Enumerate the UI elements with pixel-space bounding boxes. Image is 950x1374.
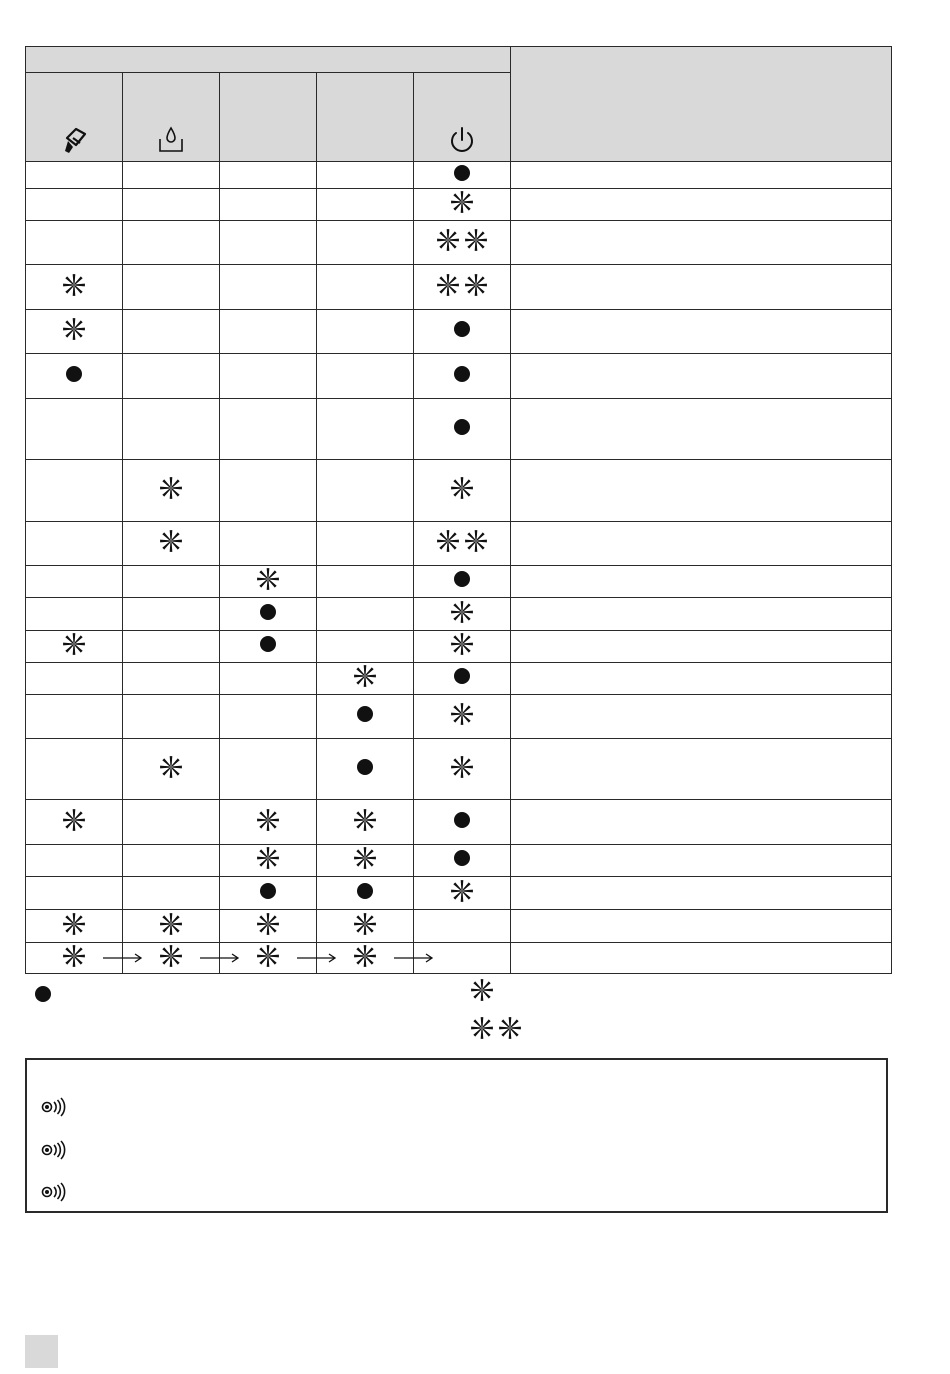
solid-dot-icon	[259, 635, 277, 653]
indicator-cell	[317, 399, 414, 460]
indicator-cell	[26, 877, 123, 910]
indicator-cell	[26, 631, 123, 663]
blink-asterisk-icon	[450, 476, 474, 500]
blink-asterisk-icon	[436, 273, 460, 297]
indicator-cell	[220, 631, 317, 663]
description-cell	[511, 739, 892, 800]
indicator-cell	[26, 354, 123, 399]
indicator-cell	[317, 631, 414, 663]
power-icon	[447, 125, 477, 155]
indicator-blink	[159, 755, 183, 779]
indicator-cell	[414, 877, 511, 910]
table-row	[26, 399, 892, 460]
indicator-fast-blink	[436, 529, 488, 553]
indicator-cell	[123, 399, 220, 460]
indicator-cell	[26, 845, 123, 877]
table-row	[26, 663, 892, 695]
indicator-blink	[159, 529, 183, 553]
table-row	[26, 221, 892, 265]
blink-asterisk-icon	[159, 755, 183, 779]
indicator-cell	[317, 522, 414, 566]
indicator-cell	[414, 354, 511, 399]
indicator-cell	[220, 695, 317, 739]
indicator-cell	[123, 265, 220, 310]
indicator-blink	[256, 808, 280, 832]
table-row	[26, 460, 892, 522]
description-header	[511, 47, 892, 162]
indicator-cell	[414, 162, 511, 189]
indicator-cell	[220, 162, 317, 189]
header-col-3	[220, 73, 317, 162]
indicator-cell	[26, 265, 123, 310]
blink-asterisk-icon	[464, 273, 488, 297]
notice-box	[25, 1058, 888, 1213]
blink-asterisk-icon	[256, 944, 280, 968]
indicator-cell	[123, 522, 220, 566]
header-col-5	[414, 73, 511, 162]
solid-dot-icon	[259, 882, 277, 900]
header-col-2	[123, 73, 220, 162]
blink-asterisk-icon	[450, 755, 474, 779]
indicator-blink	[159, 944, 183, 968]
blink-asterisk-icon	[256, 846, 280, 870]
indicator-cell	[317, 845, 414, 877]
indicator-cell	[414, 265, 511, 310]
table-row	[26, 310, 892, 354]
indicator-fast-blink	[436, 273, 488, 297]
blink-asterisk-icon	[498, 1016, 522, 1040]
blink-asterisk-icon	[353, 808, 377, 832]
notice-row-1	[41, 1096, 67, 1118]
description-cell	[511, 800, 892, 845]
description-cell	[511, 522, 892, 566]
indicator-solid	[453, 320, 471, 338]
description-cell	[511, 162, 892, 189]
header-col-4	[317, 73, 414, 162]
blink-asterisk-icon	[62, 912, 86, 936]
table-row	[26, 631, 892, 663]
indicator-cell	[317, 739, 414, 800]
indicator-cell	[26, 695, 123, 739]
description-cell	[511, 598, 892, 631]
indicator-cell	[26, 663, 123, 695]
indicator-cell	[414, 910, 511, 943]
sequence-arrow-icon	[103, 953, 143, 963]
indicator-solid	[356, 705, 374, 723]
indicator-cell	[123, 221, 220, 265]
indicator-solid	[356, 882, 374, 900]
indicator-cell	[220, 877, 317, 910]
indicator-blink	[256, 846, 280, 870]
indicator-cell	[220, 265, 317, 310]
blink-asterisk-icon	[450, 879, 474, 903]
table-row	[26, 877, 892, 910]
table-row	[26, 566, 892, 598]
blink-asterisk-icon	[450, 632, 474, 656]
blink-asterisk-icon	[256, 567, 280, 591]
indicator-cell	[414, 310, 511, 354]
indicator-cell	[220, 845, 317, 877]
indicator-blink	[450, 190, 474, 214]
indicator-solid	[65, 365, 83, 383]
indicator-cell	[123, 162, 220, 189]
notice-row-2	[41, 1139, 67, 1161]
legend-solid	[34, 985, 52, 1003]
indicator-cell	[26, 566, 123, 598]
blink-asterisk-icon	[450, 600, 474, 624]
header-col-1	[26, 73, 123, 162]
blink-asterisk-icon	[464, 529, 488, 553]
indicator-cell	[414, 399, 511, 460]
indicator-cell	[123, 460, 220, 522]
indicator-cell	[414, 598, 511, 631]
indicator-group-header	[26, 47, 511, 73]
indicator-cell	[220, 663, 317, 695]
indicator-cell	[220, 310, 317, 354]
description-cell	[511, 845, 892, 877]
indicator-cell	[26, 221, 123, 265]
indicator-solid	[453, 365, 471, 383]
indicator-cell	[317, 695, 414, 739]
solid-dot-icon	[34, 985, 52, 1003]
indicator-cell	[317, 598, 414, 631]
indicator-cell	[317, 265, 414, 310]
indicator-cell	[414, 739, 511, 800]
indicator-blink	[62, 944, 86, 968]
blink-asterisk-icon	[62, 317, 86, 341]
indicator-cell	[123, 631, 220, 663]
description-cell	[511, 663, 892, 695]
table-row	[26, 265, 892, 310]
indicator-cell	[123, 739, 220, 800]
indicator-cell	[123, 354, 220, 399]
indicator-cell	[123, 598, 220, 631]
indicator-cell	[414, 695, 511, 739]
sequence-arrow-icon	[200, 953, 240, 963]
solid-dot-icon	[356, 882, 374, 900]
indicator-cell	[123, 845, 220, 877]
indicator-blink	[353, 944, 377, 968]
indicator-cell	[123, 189, 220, 221]
table-row	[26, 910, 892, 943]
indicator-cell	[26, 522, 123, 566]
indicator-fast-blink	[470, 1016, 522, 1040]
indicator-solid	[453, 849, 471, 867]
indicator-cell	[317, 910, 414, 943]
indicator-cell	[317, 221, 414, 265]
indicator-blink	[450, 879, 474, 903]
pen-brush-icon	[59, 125, 89, 155]
speaker-icon	[41, 1140, 67, 1160]
indicator-blink	[62, 912, 86, 936]
indicator-solid	[259, 882, 277, 900]
description-cell	[511, 310, 892, 354]
indicator-cell	[414, 566, 511, 598]
indicator-solid	[259, 603, 277, 621]
blink-asterisk-icon	[450, 702, 474, 726]
indicator-cell	[317, 354, 414, 399]
indicator-cell	[123, 695, 220, 739]
indicator-cell	[220, 522, 317, 566]
indicator-cell	[220, 460, 317, 522]
indicator-cell	[317, 189, 414, 221]
indicator-cell	[26, 800, 123, 845]
solid-dot-icon	[453, 365, 471, 383]
indicator-blink	[62, 273, 86, 297]
indicator-cell	[26, 910, 123, 943]
indicator-solid	[453, 164, 471, 182]
indicator-cell	[123, 663, 220, 695]
indicator-blink	[450, 476, 474, 500]
notice-row-3	[41, 1181, 67, 1203]
blink-asterisk-icon	[436, 228, 460, 252]
solid-dot-icon	[453, 320, 471, 338]
table-row	[26, 522, 892, 566]
blink-asterisk-icon	[470, 1016, 494, 1040]
indicator-cell	[220, 221, 317, 265]
indicator-cell	[123, 877, 220, 910]
indicator-blink	[353, 808, 377, 832]
indicator-cell	[414, 460, 511, 522]
indicator-solid	[453, 418, 471, 436]
description-cell	[511, 399, 892, 460]
description-cell	[511, 221, 892, 265]
description-cell	[511, 354, 892, 399]
indicator-status-table	[25, 46, 892, 974]
indicator-blink	[353, 664, 377, 688]
speaker-icon	[41, 1097, 67, 1117]
table-row	[26, 845, 892, 877]
indicator-cell	[26, 399, 123, 460]
indicator-solid	[356, 758, 374, 776]
description-cell	[511, 910, 892, 943]
indicator-solid	[453, 570, 471, 588]
indicator-cell	[26, 162, 123, 189]
solid-dot-icon	[453, 811, 471, 829]
indicator-cell	[123, 310, 220, 354]
blink-asterisk-icon	[450, 190, 474, 214]
indicator-cell	[317, 460, 414, 522]
blink-asterisk-icon	[353, 912, 377, 936]
description-cell	[511, 877, 892, 910]
indicator-cell	[414, 663, 511, 695]
blink-asterisk-icon	[159, 476, 183, 500]
solid-dot-icon	[356, 758, 374, 776]
indicator-cell	[26, 310, 123, 354]
indicator-cell	[317, 663, 414, 695]
sequence-arrow-icon	[297, 953, 337, 963]
indicator-cell	[317, 877, 414, 910]
indicator-cell	[414, 221, 511, 265]
sequence-arrow-icon	[394, 953, 434, 963]
description-cell	[511, 631, 892, 663]
indicator-blink	[450, 632, 474, 656]
description-cell	[511, 695, 892, 739]
indicator-cell	[317, 162, 414, 189]
blink-asterisk-icon	[353, 846, 377, 870]
indicator-blink	[256, 567, 280, 591]
blink-asterisk-icon	[353, 944, 377, 968]
indicator-cell	[220, 598, 317, 631]
table-row	[26, 354, 892, 399]
indicator-blink	[353, 912, 377, 936]
indicator-cell	[414, 943, 511, 974]
header-top-row	[26, 47, 892, 73]
indicator-cell	[317, 800, 414, 845]
table-row	[26, 189, 892, 221]
indicator-solid	[453, 667, 471, 685]
indicator-cell	[220, 910, 317, 943]
description-cell	[511, 943, 892, 974]
description-cell	[511, 265, 892, 310]
blink-asterisk-icon	[436, 529, 460, 553]
blink-asterisk-icon	[256, 808, 280, 832]
blink-asterisk-icon	[159, 529, 183, 553]
indicator-cell	[26, 460, 123, 522]
indicator-cell	[26, 739, 123, 800]
indicator-cell	[123, 566, 220, 598]
indicator-cell	[414, 189, 511, 221]
indicator-blink	[450, 702, 474, 726]
table-row	[26, 800, 892, 845]
indicator-blink	[159, 912, 183, 936]
legend-blink	[470, 978, 494, 1007]
table-row	[26, 943, 892, 974]
indicator-blink	[159, 476, 183, 500]
blink-asterisk-icon	[256, 912, 280, 936]
indicator-cell	[220, 800, 317, 845]
solid-dot-icon	[65, 365, 83, 383]
indicator-cell	[220, 399, 317, 460]
table-row	[26, 598, 892, 631]
indicator-solid	[259, 635, 277, 653]
blink-asterisk-icon	[62, 944, 86, 968]
indicator-cell	[414, 522, 511, 566]
indicator-blink	[256, 944, 280, 968]
indicator-fast-blink	[436, 228, 488, 252]
solid-dot-icon	[453, 418, 471, 436]
page-marker	[25, 1335, 58, 1368]
description-cell	[511, 566, 892, 598]
indicator-cell	[317, 310, 414, 354]
indicator-cell	[220, 354, 317, 399]
indicator-blink	[62, 808, 86, 832]
indicator-blink	[62, 632, 86, 656]
indicator-cell	[123, 800, 220, 845]
table-row	[26, 162, 892, 189]
indicator-cell	[414, 631, 511, 663]
indicator-cell	[26, 598, 123, 631]
blink-asterisk-icon	[62, 273, 86, 297]
blink-asterisk-icon	[353, 664, 377, 688]
description-cell	[511, 189, 892, 221]
indicator-blink	[450, 600, 474, 624]
indicator-solid	[453, 811, 471, 829]
indicator-blink	[256, 912, 280, 936]
blink-asterisk-icon	[159, 944, 183, 968]
blink-asterisk-icon	[159, 912, 183, 936]
blink-asterisk-icon	[62, 632, 86, 656]
solid-dot-icon	[356, 705, 374, 723]
blink-asterisk-icon	[464, 228, 488, 252]
indicator-cell	[220, 189, 317, 221]
indicator-cell	[317, 566, 414, 598]
indicator-blink	[450, 755, 474, 779]
water-drop-icon	[156, 125, 186, 155]
solid-dot-icon	[259, 603, 277, 621]
indicator-blink	[353, 846, 377, 870]
solid-dot-icon	[453, 164, 471, 182]
solid-dot-icon	[453, 667, 471, 685]
legend-fast	[470, 1016, 522, 1045]
table-row	[26, 739, 892, 800]
indicator-blink	[62, 317, 86, 341]
description-cell	[511, 460, 892, 522]
blink-asterisk-icon	[62, 808, 86, 832]
indicator-blink	[470, 978, 494, 1002]
table-row	[26, 695, 892, 739]
solid-dot-icon	[453, 570, 471, 588]
speaker-icon	[41, 1182, 67, 1202]
indicator-cell	[26, 189, 123, 221]
indicator-cell	[414, 845, 511, 877]
indicator-cell	[220, 566, 317, 598]
indicator-cell	[123, 910, 220, 943]
blink-asterisk-icon	[470, 978, 494, 1002]
solid-dot-icon	[453, 849, 471, 867]
indicator-cell	[414, 800, 511, 845]
indicator-cell	[220, 739, 317, 800]
